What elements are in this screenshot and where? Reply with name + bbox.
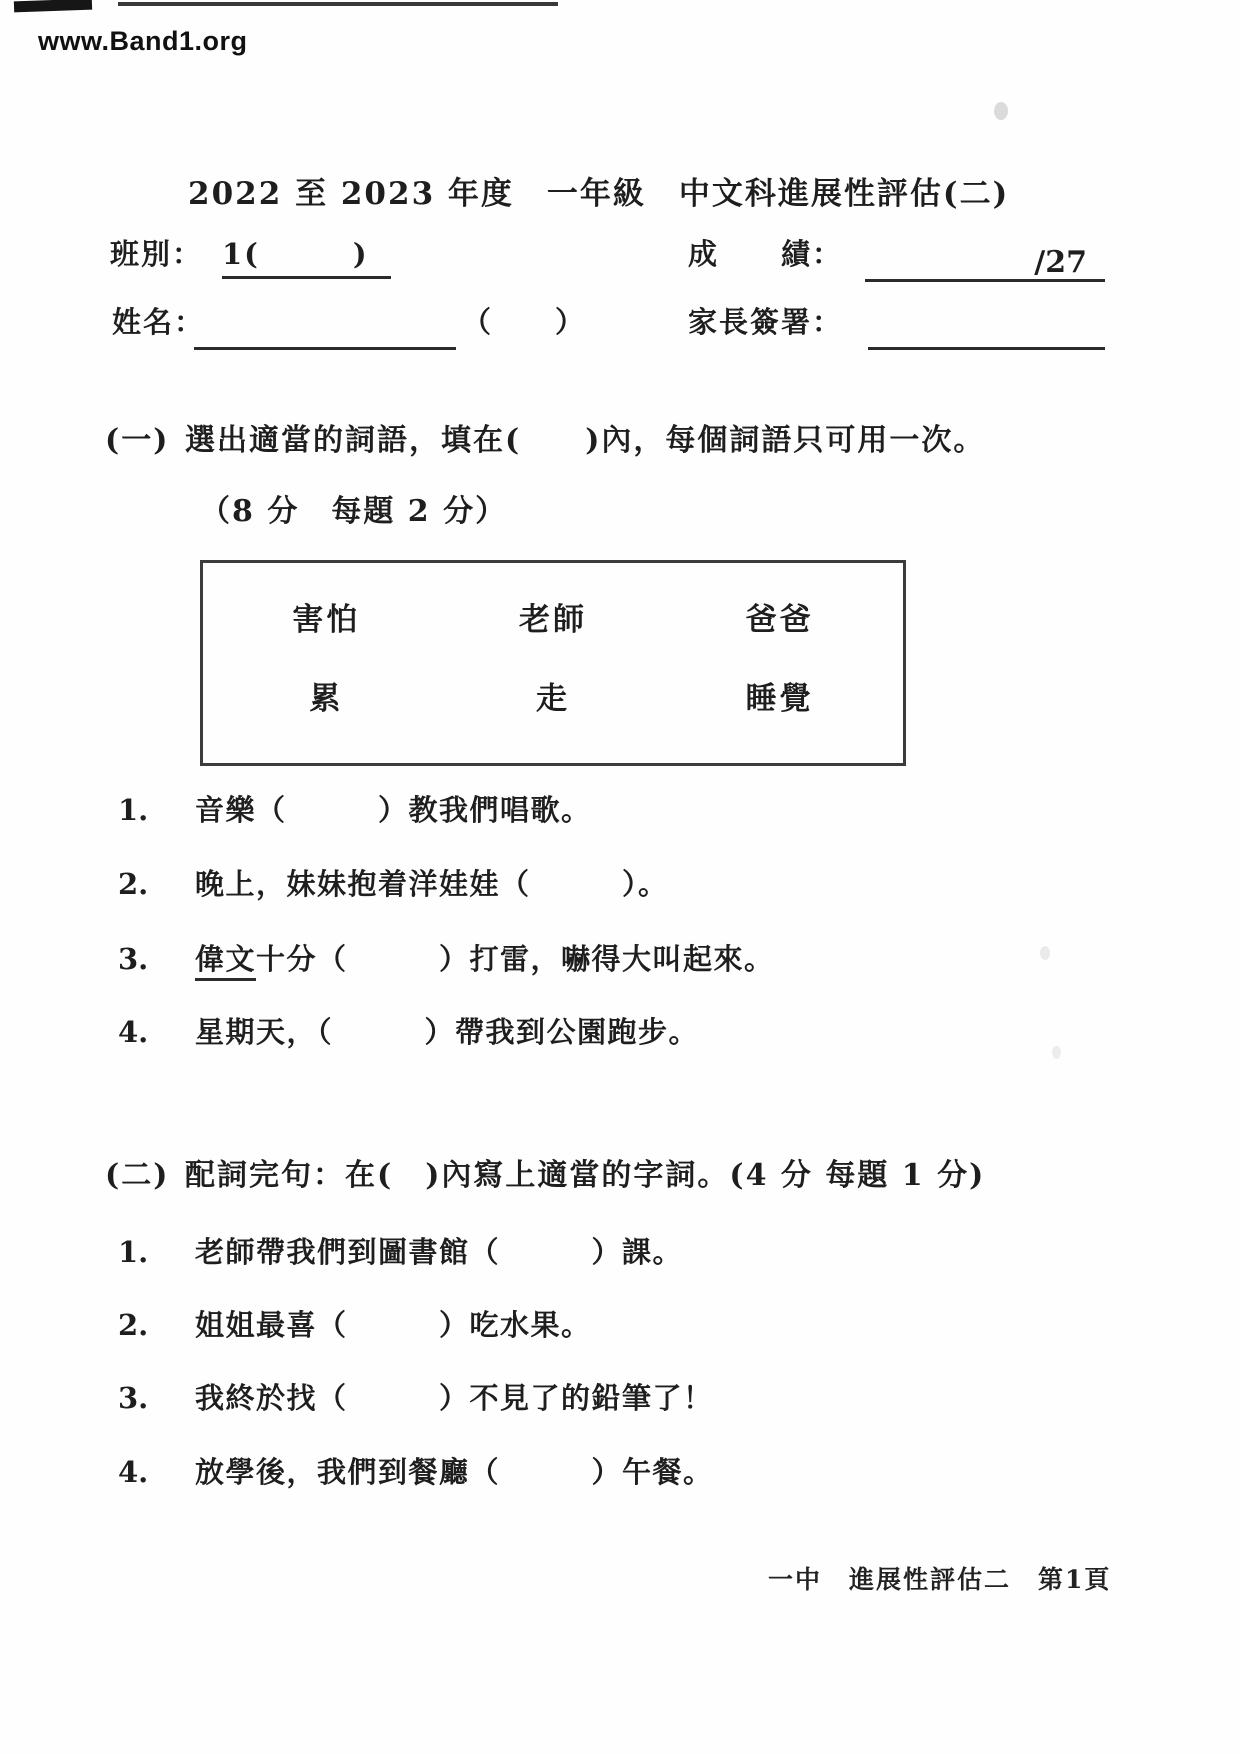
score-total: /27	[1034, 245, 1087, 280]
question-text: 姐姐最喜（ ）吃水果。	[195, 1308, 592, 1342]
question-text: 老師帶我們到圖書館（ ）課。	[195, 1235, 684, 1269]
name-label: 姓名：	[112, 305, 206, 339]
page-footer: 一中 進展性評估二 第1頁	[768, 1565, 1112, 1594]
question-row	[118, 1303, 592, 1344]
question-text: 星期天，（ ）帶我到公園跑步。	[195, 1015, 700, 1049]
question-text: 放學後，我們到餐廳（ ）午餐。	[195, 1455, 714, 1489]
question-row	[118, 862, 669, 903]
question-row	[118, 1230, 683, 1271]
question-text: 十分（ ）打雷，嚇得大叫起來。	[256, 942, 775, 976]
score-blank	[865, 238, 1105, 282]
section1-points: （8 分 每題 2 分）	[200, 494, 508, 529]
name-parens: （ ）	[462, 305, 587, 339]
question-row	[118, 788, 592, 829]
name-blank	[194, 306, 456, 350]
scan-artifact	[1040, 946, 1050, 960]
question-number: 4.	[118, 1015, 149, 1049]
site-watermark: www.Band1.org	[38, 26, 248, 56]
question-number: 1.	[118, 1235, 149, 1269]
question-number: 1.	[118, 793, 149, 827]
word-bank-box	[200, 560, 906, 766]
question-row	[118, 937, 775, 978]
scan-artifact	[14, 0, 92, 12]
section1-instruction: 選出適當的詞語，填在( )內，每個詞語只可用一次。	[185, 423, 986, 458]
scan-artifact	[118, 2, 558, 6]
word-bank-item: 走	[535, 681, 570, 717]
question-number: 3.	[118, 1381, 149, 1415]
question-number: 2.	[118, 1308, 149, 1342]
exam-title: 2022 至 2023 年度 一年級 中文科進展性評估(二)	[188, 176, 1010, 212]
parent-sign-label: 家長簽署：	[688, 305, 844, 339]
word-bank-item: 累	[309, 681, 344, 717]
section2-marker: (二)	[105, 1158, 170, 1193]
question-underlined-text: 偉文	[195, 942, 256, 981]
question-number: 4.	[118, 1455, 149, 1489]
question-text: 晚上，妹妹抱着洋娃娃（ ）。	[195, 867, 669, 901]
question-text: 音樂（ ）教我們唱歌。	[195, 793, 592, 827]
score-label: 成 績：	[688, 237, 844, 271]
question-row	[118, 1450, 714, 1491]
word-bank-item: 老師	[518, 602, 587, 638]
word-bank-item: 睡覺	[745, 681, 814, 717]
scan-artifact	[994, 102, 1008, 120]
section2-instruction: 配詞完句：在( )內寫上適當的字詞。(4 分 每題 1 分)	[185, 1158, 986, 1193]
question-text: 我終於找（ ）不見了的鉛筆了！	[195, 1381, 714, 1415]
parent-sign-blank	[868, 306, 1105, 350]
question-number: 2.	[118, 867, 149, 901]
question-row	[118, 1376, 714, 1417]
question-number: 3.	[118, 942, 149, 976]
section1-marker: (一)	[105, 423, 170, 458]
question-row	[118, 1010, 699, 1051]
word-bank-item: 害怕	[292, 602, 361, 638]
scan-artifact	[1052, 1046, 1061, 1059]
class-label: 班別：	[110, 237, 204, 271]
class-blank: 1( )	[222, 232, 391, 279]
word-bank-item: 爸爸	[745, 602, 814, 638]
